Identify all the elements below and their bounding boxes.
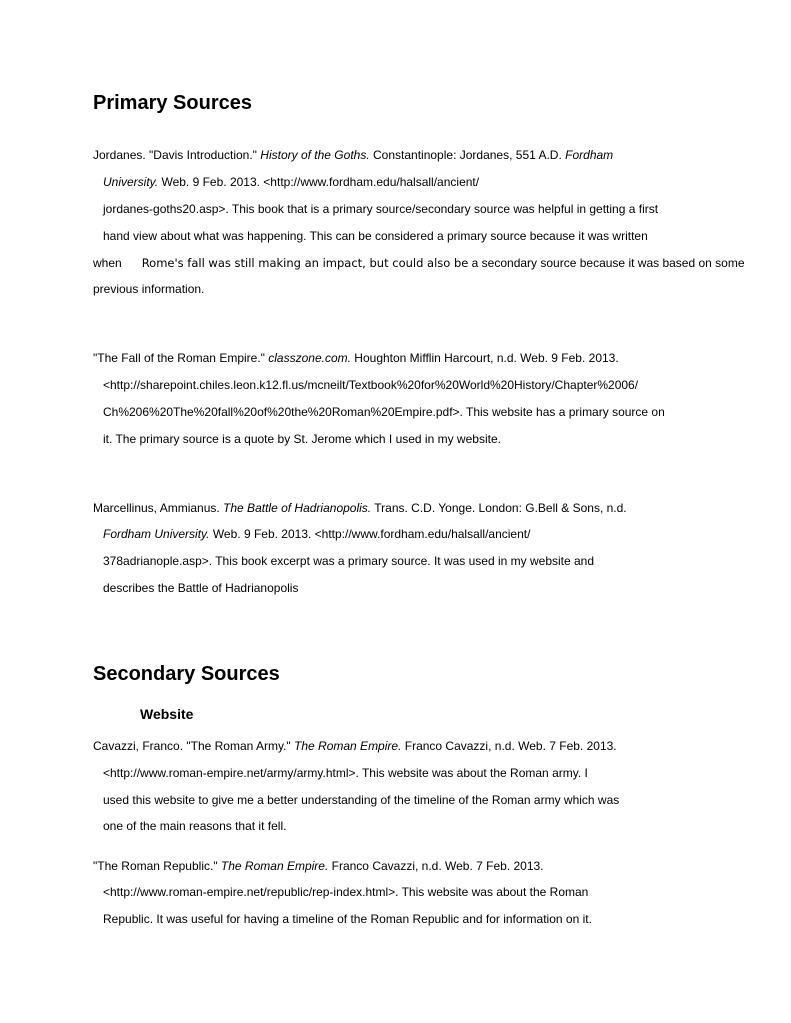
text-run: when: [93, 256, 122, 270]
citation-line: jordanes-goths20.asp>. This book that is a primary source/secondary source was helpful in getting a first: [103, 202, 659, 216]
citation-line: Republic. It was useful for having a timeline of the Roman Republic and for information on it.: [103, 912, 592, 926]
citation-line: [103, 175, 479, 189]
website-title: classzone.com.: [268, 351, 351, 365]
website-title: The Roman Empire.: [294, 739, 402, 753]
publisher-name: Fordham: [565, 148, 614, 162]
text-run: Franco Cavazzi, n.d. Web. 7 Feb. 2013.: [328, 859, 544, 873]
citation-line: [93, 256, 745, 270]
text-run: Trans. C.D. Yonge. London: G.Bell & Sons, n.d.: [371, 501, 627, 515]
text-run: Cavazzi, Franco. "The Roman Army.": [93, 739, 295, 753]
website-subheading: Website: [140, 706, 194, 722]
citation-line: [93, 739, 617, 753]
citation-line: [93, 859, 544, 873]
text-run: Web. 9 Feb. 2013. <http://www.fordham.edu/halsall/ancient/: [158, 175, 480, 189]
secondary-sources-heading: Secondary Sources: [93, 663, 280, 685]
citation-line: hand view about what was happening. This can be considered a primary source because it was written: [103, 229, 648, 243]
text-run: Franco Cavazzi, n.d. Web. 7 Feb. 2013.: [401, 739, 617, 753]
citation-line: it. The primary source is a quote by St. Jerome which I used in my website.: [103, 432, 501, 446]
text-run: "The Fall of the Roman Empire.": [93, 351, 269, 365]
citation-line: [93, 351, 619, 365]
citation-line: previous information.: [93, 282, 205, 296]
citation-line: describes the Battle of Hadrianopolis: [103, 581, 299, 595]
publisher-name: University.: [103, 175, 159, 189]
citation-line: [103, 527, 530, 541]
primary-sources-heading: Primary Sources: [93, 92, 252, 114]
website-title: The Roman Empire.: [220, 859, 329, 873]
text-run: Rome's fall was still making an impact, but could also be: [141, 256, 469, 270]
text-run: Houghton Mifflin Harcourt, n.d. Web. 9 Feb. 2013.: [350, 351, 619, 365]
citation-line: one of the main reasons that it fell.: [103, 819, 287, 833]
citation-line: [93, 148, 613, 162]
text-run: Jordanes. "Davis Introduction.": [93, 148, 261, 162]
citation-line: <http://www.roman-empire.net/army/army.html>. This website was about the Roman army. I: [103, 766, 588, 780]
citation-line: used this website to give me a better understanding of the timeline of the Roman army which was: [103, 793, 620, 807]
text-run: Constantinople: Jordanes, 551 A.D.: [369, 148, 566, 162]
work-title: History of the Goths.: [260, 148, 370, 162]
text-run: "The Roman Republic.": [93, 859, 221, 873]
citation-line: <http://sharepoint.chiles.leon.k12.fl.us/mcneilt/Textbook%20for%20World%20History/Chapter%2006/: [103, 378, 639, 392]
citation-line: [93, 501, 627, 515]
text-run: a secondary source because it was based on some: [468, 256, 745, 270]
citation-line: Ch%206%20The%20fall%20of%20the%20Roman%20Empire.pdf>. This website has a primary source on: [103, 405, 665, 419]
text-run: Marcellinus, Ammianus.: [93, 501, 224, 515]
text-run: Web. 9 Feb. 2013. <http://www.fordham.edu/halsall/ancient/: [209, 527, 531, 541]
citation-line: 378adrianople.asp>. This book excerpt was a primary source. It was used in my website and: [103, 554, 595, 568]
work-title: The Battle of Hadrianopolis.: [223, 501, 372, 515]
citation-line: <http://www.roman-empire.net/republic/rep-index.html>. This website was about the Roman: [103, 885, 589, 899]
publisher-name: Fordham University.: [103, 527, 210, 541]
